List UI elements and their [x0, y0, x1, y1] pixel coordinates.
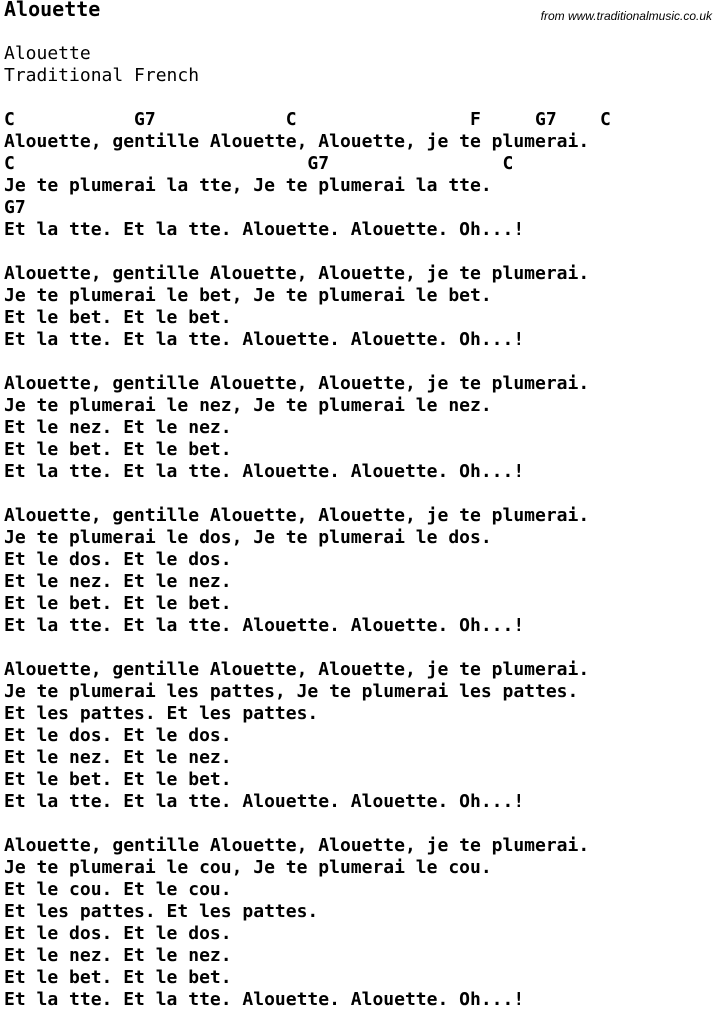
lyric-line: Je te plumerai les pattes, Je te plumerai les pattes.	[4, 681, 579, 702]
lyric-line: Et la tte. Et la tte. Alouette. Alouette. Oh...!	[4, 989, 525, 1010]
lyric-line: Alouette, gentille Alouette, Alouette, je te plumerai.	[4, 505, 590, 526]
lyric-line: Je te plumerai le bet, Je te plumerai le bet.	[4, 285, 492, 306]
lyric-line: Et le bet. Et le bet.	[4, 967, 232, 988]
lyric-line: Et le nez. Et le nez.	[4, 571, 232, 592]
song-body	[4, 109, 611, 1011]
blank-line	[4, 813, 611, 835]
lyric-line: Et la tte. Et la tte. Alouette. Alouette. Oh...!	[4, 461, 525, 482]
page-title: Alouette	[4, 0, 101, 21]
song-name: Alouette	[4, 43, 91, 64]
lyric-line: Et la tte. Et la tte. Alouette. Alouette. Oh...!	[4, 791, 525, 812]
lyric-line: Et le dos. Et le dos.	[4, 923, 232, 944]
blank-line	[4, 637, 611, 659]
lyric-line: Je te plumerai le nez, Je te plumerai le nez.	[4, 395, 492, 416]
lyric-line: Alouette, gentille Alouette, Alouette, je te plumerai.	[4, 263, 590, 284]
blank-line	[4, 351, 611, 373]
lyric-line: Et la tte. Et la tte. Alouette. Alouette. Oh...!	[4, 329, 525, 350]
lyric-line: Je te plumerai le dos, Je te plumerai le dos.	[4, 527, 492, 548]
blank-line	[4, 241, 611, 263]
lyric-line: Et la tte. Et la tte. Alouette. Alouette. Oh...!	[4, 219, 525, 240]
lyric-line: Et le nez. Et le nez.	[4, 747, 232, 768]
lyric-line: Et le dos. Et le dos.	[4, 725, 232, 746]
lyric-line: Je te plumerai le cou, Je te plumerai le cou.	[4, 857, 492, 878]
song-origin: Traditional French	[4, 65, 200, 86]
source-note: from www.traditionalmusic.co.uk	[540, 9, 712, 23]
song-header	[4, 43, 199, 87]
lyric-line: Et le dos. Et le dos.	[4, 549, 232, 570]
lyric-line: Alouette, gentille Alouette, Alouette, je te plumerai.	[4, 131, 590, 152]
lyric-line: Et le bet. Et le bet.	[4, 439, 232, 460]
lyric-line: Alouette, gentille Alouette, Alouette, je te plumerai.	[4, 659, 590, 680]
lyric-line: Et le nez. Et le nez.	[4, 945, 232, 966]
lyric-line: Alouette, gentille Alouette, Alouette, je te plumerai.	[4, 835, 590, 856]
chord-line: C G7 C	[4, 153, 514, 174]
lyric-line: Et le cou. Et le cou.	[4, 879, 232, 900]
lyric-line: Et le bet. Et le bet.	[4, 593, 232, 614]
lyric-line: Je te plumerai la tte, Je te plumerai la tte.	[4, 175, 492, 196]
lyric-line: Et le bet. Et le bet.	[4, 307, 232, 328]
chord-line: G7	[4, 197, 26, 218]
lyric-line: Et les pattes. Et les pattes.	[4, 901, 319, 922]
blank-line	[4, 483, 611, 505]
lyric-line: Et les pattes. Et les pattes.	[4, 703, 319, 724]
lyric-line: Et la tte. Et la tte. Alouette. Alouette. Oh...!	[4, 615, 525, 636]
lyric-line: Et le nez. Et le nez.	[4, 417, 232, 438]
lyric-line: Alouette, gentille Alouette, Alouette, je te plumerai.	[4, 373, 590, 394]
chord-line: C G7 C F G7 C	[4, 109, 611, 130]
lyric-line: Et le bet. Et le bet.	[4, 769, 232, 790]
